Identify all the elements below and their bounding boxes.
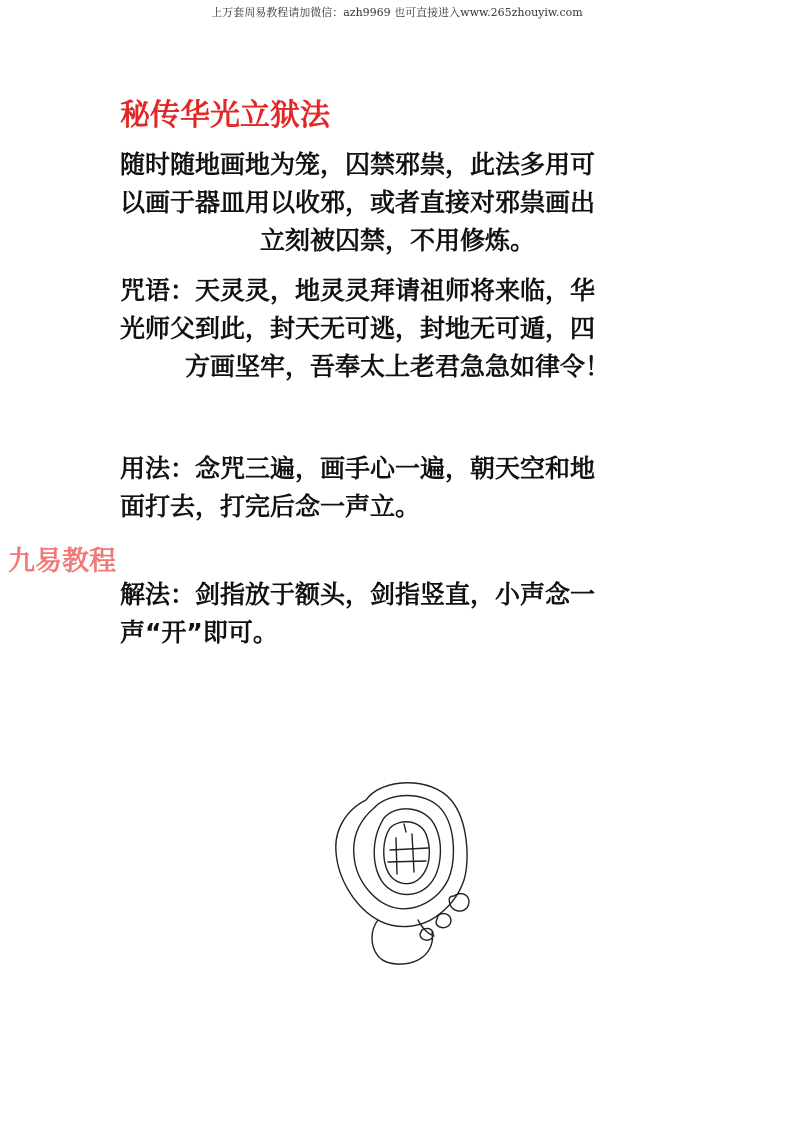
intro-line-2: 以画于器皿用以收邪，或者直接对邪祟画出	[120, 188, 596, 217]
release-line-1: 解法：剑指放于额头，剑指竖直，小声念一	[120, 580, 596, 609]
incantation-line-2: 光师父到此，封天无可逃，封地无可遁，四	[120, 314, 596, 343]
watermark-logo: 九易教程	[8, 546, 116, 577]
usage-line-2: 面打去，打完后念一声立。	[120, 492, 421, 521]
document-title: 秘传华光立狱法	[120, 98, 330, 133]
incantation-paragraph	[120, 272, 675, 386]
intro-line-1: 随时随地画地为笼，囚禁邪祟，此法多用可	[120, 150, 596, 179]
usage-line-1: 用法：念咒三遍，画手心一遍，朝天空和地	[120, 454, 596, 483]
release-line-2: 声“开”即可。	[120, 618, 278, 647]
intro-line-3: 立刻被囚禁，不用修炼。	[259, 226, 535, 255]
incantation-line-1: 咒语：天灵灵，地灵灵拜请祖师将来临，华	[120, 276, 596, 305]
usage-paragraph	[120, 450, 675, 526]
intro-paragraph	[120, 146, 675, 260]
talisman-drawing	[326, 770, 476, 970]
incantation-line-3: 方画坚牢，吾奉太上老君急急如律令！	[184, 352, 610, 381]
release-paragraph	[120, 576, 675, 652]
page-header: 上万套周易教程请加微信：azh9969 也可直接进入www.265zhouyiw.com	[211, 6, 583, 19]
